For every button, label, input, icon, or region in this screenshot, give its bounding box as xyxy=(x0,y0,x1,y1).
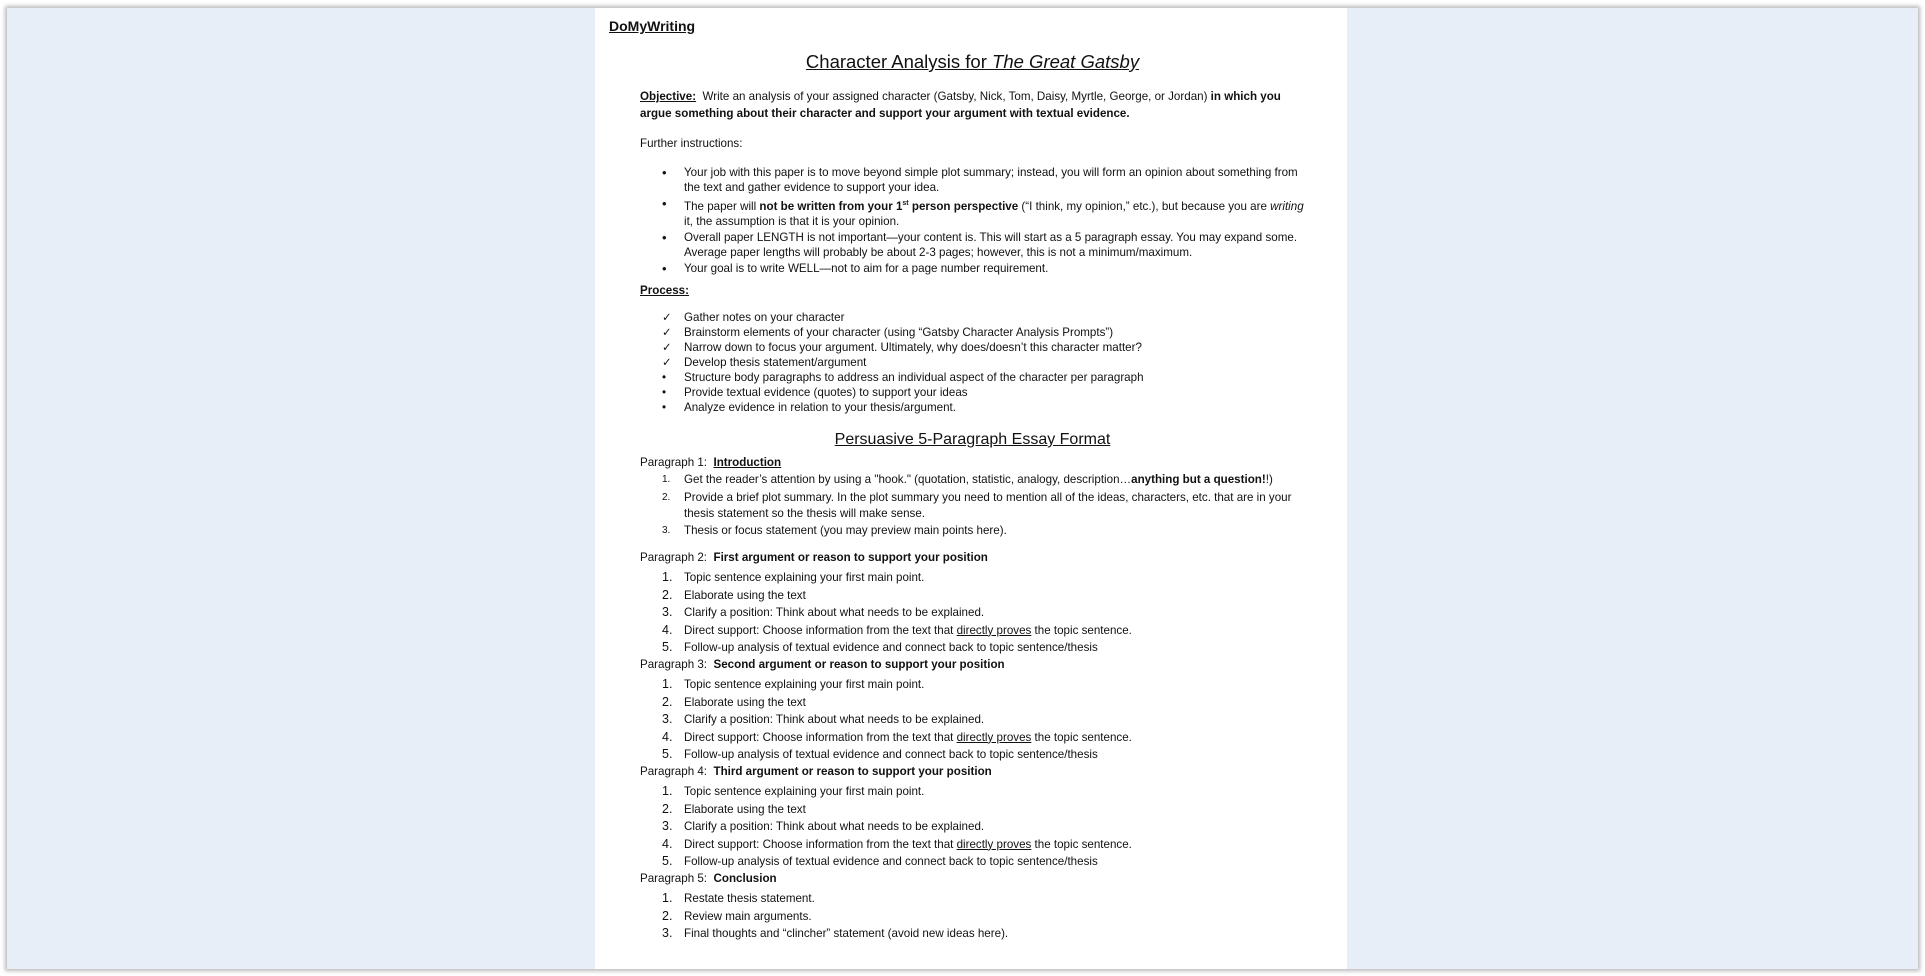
step-text: Topic sentence explaining your first main point. xyxy=(684,785,925,798)
step-text: the topic sentence. xyxy=(1031,730,1132,744)
list-item xyxy=(640,818,1305,836)
step-number: 2. xyxy=(662,908,673,923)
list-item xyxy=(640,472,1305,488)
list-item xyxy=(640,230,1305,260)
instruction-text: (“I think, my opinion,” etc.), but because you are xyxy=(1018,199,1271,213)
step-text: Clarify a position: Think about what needs to be explained. xyxy=(684,713,985,726)
step-number: 3. xyxy=(662,605,673,619)
paragraph-label: Paragraph 1: xyxy=(640,456,714,469)
step-number: 1. xyxy=(662,474,671,485)
paragraph-title: First argument or reason to support your position xyxy=(713,551,988,564)
step-number: 3. xyxy=(662,525,671,536)
step-text: Provide a brief plot summary. In the plot summary you need to mention all of the ideas, characters, etc. that are in your thesis statement so the thesis will make sense. xyxy=(684,490,1292,520)
step-text: Elaborate using the text xyxy=(684,802,806,816)
list-item xyxy=(640,196,1305,229)
step-number: 2. xyxy=(662,491,671,503)
process-list xyxy=(640,310,1305,415)
bullet-icon: • xyxy=(662,401,667,414)
instruction-text: Your job with this paper is to move beyond simple plot summary; instead, you will form an opinion about something from the text and gather evidence to support your idea. xyxy=(684,166,1298,194)
checkmark-icon: ✓ xyxy=(662,356,672,369)
step-text: the topic sentence. xyxy=(1031,623,1132,637)
process-label: Process: xyxy=(640,284,689,297)
step-text: !) xyxy=(1265,473,1273,486)
step-number: 3. xyxy=(662,819,673,833)
list-item xyxy=(640,890,1305,908)
list-item xyxy=(640,370,1305,385)
objective-text: Write an analysis of your assigned character (Gatsby, Nick, Tom, Daisy, Myrtle, George, or Jordan) xyxy=(696,90,1211,103)
further-instructions-label: Further instructions: xyxy=(640,137,743,150)
step-number: 1. xyxy=(662,784,673,798)
step-underline: directly proves xyxy=(956,837,1032,851)
step-text: the topic sentence. xyxy=(1031,837,1132,851)
list-item xyxy=(640,523,1305,539)
paragraph-2-steps xyxy=(640,569,1305,657)
paragraph-label: Paragraph 2: xyxy=(640,551,714,564)
process-text: Structure body paragraphs to address an individual aspect of the character per paragraph xyxy=(684,371,1144,384)
paragraph-title: Conclusion xyxy=(713,872,777,885)
list-item xyxy=(640,694,1305,712)
step-text: Restate thesis statement. xyxy=(684,892,815,905)
step-number: 4. xyxy=(662,729,673,744)
list-item xyxy=(640,729,1305,747)
title-book: The Great Gatsby xyxy=(992,51,1140,72)
brand-logo[interactable]: DoMyWriting xyxy=(609,18,696,34)
list-item xyxy=(640,400,1305,415)
instruction-emphasis: not be written from your 1 xyxy=(759,199,903,213)
list-item xyxy=(640,310,1305,325)
step-text: Direct support: Choose information from the text that xyxy=(684,837,957,851)
step-number: 1. xyxy=(662,677,673,691)
list-item xyxy=(640,325,1305,340)
paragraph-3-steps xyxy=(640,676,1305,764)
step-text: Clarify a position: Think about what needs to be explained. xyxy=(684,606,985,619)
step-text: Clarify a position: Think about what needs to be explained. xyxy=(684,820,985,833)
instruction-superscript: st xyxy=(902,200,909,207)
list-item xyxy=(640,908,1305,926)
step-text: Elaborate using the text xyxy=(684,695,806,709)
step-number: 4. xyxy=(662,622,673,637)
step-text: Topic sentence explaining your first main point. xyxy=(684,571,925,584)
step-text: Direct support: Choose information from the text that xyxy=(684,730,957,744)
list-item xyxy=(640,385,1305,400)
bullet-icon xyxy=(662,230,676,246)
paragraph-heading xyxy=(640,657,1305,672)
paragraph-heading xyxy=(640,455,1305,470)
instruction-italic: writing xyxy=(1270,199,1304,213)
list-item xyxy=(640,604,1305,622)
step-underline: directly proves xyxy=(956,730,1032,744)
paragraph-heading xyxy=(640,871,1305,886)
instruction-text: Your goal is to write WELL—not to aim for a page number requirement. xyxy=(684,261,1049,275)
step-number: 4. xyxy=(662,836,673,851)
step-text: Follow-up analysis of textual evidence and connect back to topic sentence/thesis xyxy=(684,641,1098,654)
paragraph-title: Introduction xyxy=(713,456,782,469)
document-title xyxy=(640,50,1305,74)
process-text: Gather notes on your character xyxy=(684,311,845,324)
step-text: Review main arguments. xyxy=(684,909,812,923)
list-item xyxy=(640,676,1305,694)
bullet-icon: • xyxy=(662,386,667,399)
document-viewer xyxy=(7,8,1918,969)
process-text: Provide textual evidence (quotes) to support your ideas xyxy=(684,386,968,399)
process-text: Develop thesis statement/argument xyxy=(684,356,867,369)
list-item xyxy=(640,639,1305,657)
objective-paragraph xyxy=(640,88,1305,122)
list-item xyxy=(640,340,1305,355)
format-title: Persuasive 5-Paragraph Essay Format xyxy=(834,431,1111,448)
list-item xyxy=(640,801,1305,819)
instruction-text: it, the assumption is that it is your opinion. xyxy=(684,214,900,228)
document-page xyxy=(595,8,1347,969)
step-text: Final thoughts and “clincher” statement (avoid new ideas here). xyxy=(684,927,1009,940)
list-item xyxy=(640,622,1305,640)
instruction-text: The paper will xyxy=(684,199,760,213)
list-item xyxy=(640,587,1305,605)
step-text: Get the reader’s attention by using a "hook." (quotation, statistic, analogy, description… xyxy=(684,473,1132,486)
step-number: 2. xyxy=(662,587,673,602)
checkmark-icon: ✓ xyxy=(662,311,672,324)
paragraph-1-steps xyxy=(640,472,1305,541)
paragraph-heading xyxy=(640,764,1305,779)
list-item xyxy=(640,783,1305,801)
list-item xyxy=(640,569,1305,587)
instruction-emphasis: person perspective xyxy=(908,199,1019,213)
list-item xyxy=(640,165,1305,195)
step-number: 1. xyxy=(662,891,673,905)
paragraph-title: Second argument or reason to support your position xyxy=(713,658,1005,671)
paragraph-heading xyxy=(640,550,1305,565)
process-text: Narrow down to focus your argument. Ultimately, why does/doesn’t this character matter? xyxy=(684,341,1142,354)
paragraph-label: Paragraph 4: xyxy=(640,765,714,778)
paragraph-label: Paragraph 3: xyxy=(640,658,714,671)
bullet-icon xyxy=(662,261,676,277)
step-number: 2. xyxy=(662,801,673,816)
list-item xyxy=(640,746,1305,764)
step-text: Follow-up analysis of textual evidence and connect back to topic sentence/thesis xyxy=(684,855,1098,868)
step-number: 1. xyxy=(662,570,673,584)
objective-label: Objective: xyxy=(640,90,697,103)
step-number: 2. xyxy=(662,694,673,709)
paragraph-5-steps xyxy=(640,890,1305,943)
title-prefix: Character Analysis for xyxy=(805,51,993,72)
checkmark-icon: ✓ xyxy=(662,341,672,354)
step-emphasis: anything but a question! xyxy=(1131,473,1266,486)
step-number: 3. xyxy=(662,926,673,940)
step-text: Elaborate using the text xyxy=(684,588,806,602)
bullet-icon: • xyxy=(662,371,667,384)
bullet-icon xyxy=(662,196,676,212)
list-item xyxy=(640,261,1305,276)
paragraph-4-steps xyxy=(640,783,1305,871)
step-number: 5. xyxy=(662,640,673,654)
process-text: Brainstorm elements of your character (using “Gatsby Character Analysis Prompts”) xyxy=(684,326,1114,339)
step-number: 3. xyxy=(662,712,673,726)
step-text: Direct support: Choose information from the text that xyxy=(684,623,957,637)
step-underline: directly proves xyxy=(956,623,1032,637)
step-text: Follow-up analysis of textual evidence and connect back to topic sentence/thesis xyxy=(684,748,1098,761)
objective-emphasis: in which you argue something about their character and support your argument with textual evidence. xyxy=(640,90,1281,120)
step-text: Topic sentence explaining your first main point. xyxy=(684,678,925,691)
instruction-text: Overall paper LENGTH is not important—your content is. This will start as a 5 paragraph essay. You may expand some. Average paper lengths will probably be about 2-3 pages; however, this is not a minimum/maximum. xyxy=(684,230,1298,259)
step-number: 5. xyxy=(662,854,673,868)
paragraph-title: Third argument or reason to support your position xyxy=(713,765,992,778)
list-item xyxy=(640,355,1305,370)
list-item xyxy=(640,853,1305,871)
process-text: Analyze evidence in relation to your thesis/argument. xyxy=(684,401,956,414)
list-item xyxy=(640,711,1305,729)
list-item xyxy=(640,925,1305,943)
checkmark-icon: ✓ xyxy=(662,326,672,339)
paragraph-label: Paragraph 5: xyxy=(640,872,714,885)
bullet-icon xyxy=(662,165,676,181)
step-text: Thesis or focus statement (you may preview main points here). xyxy=(684,524,1007,537)
list-item xyxy=(640,490,1305,522)
instructions-list xyxy=(640,165,1305,277)
list-item xyxy=(640,836,1305,854)
step-number: 5. xyxy=(662,747,673,761)
